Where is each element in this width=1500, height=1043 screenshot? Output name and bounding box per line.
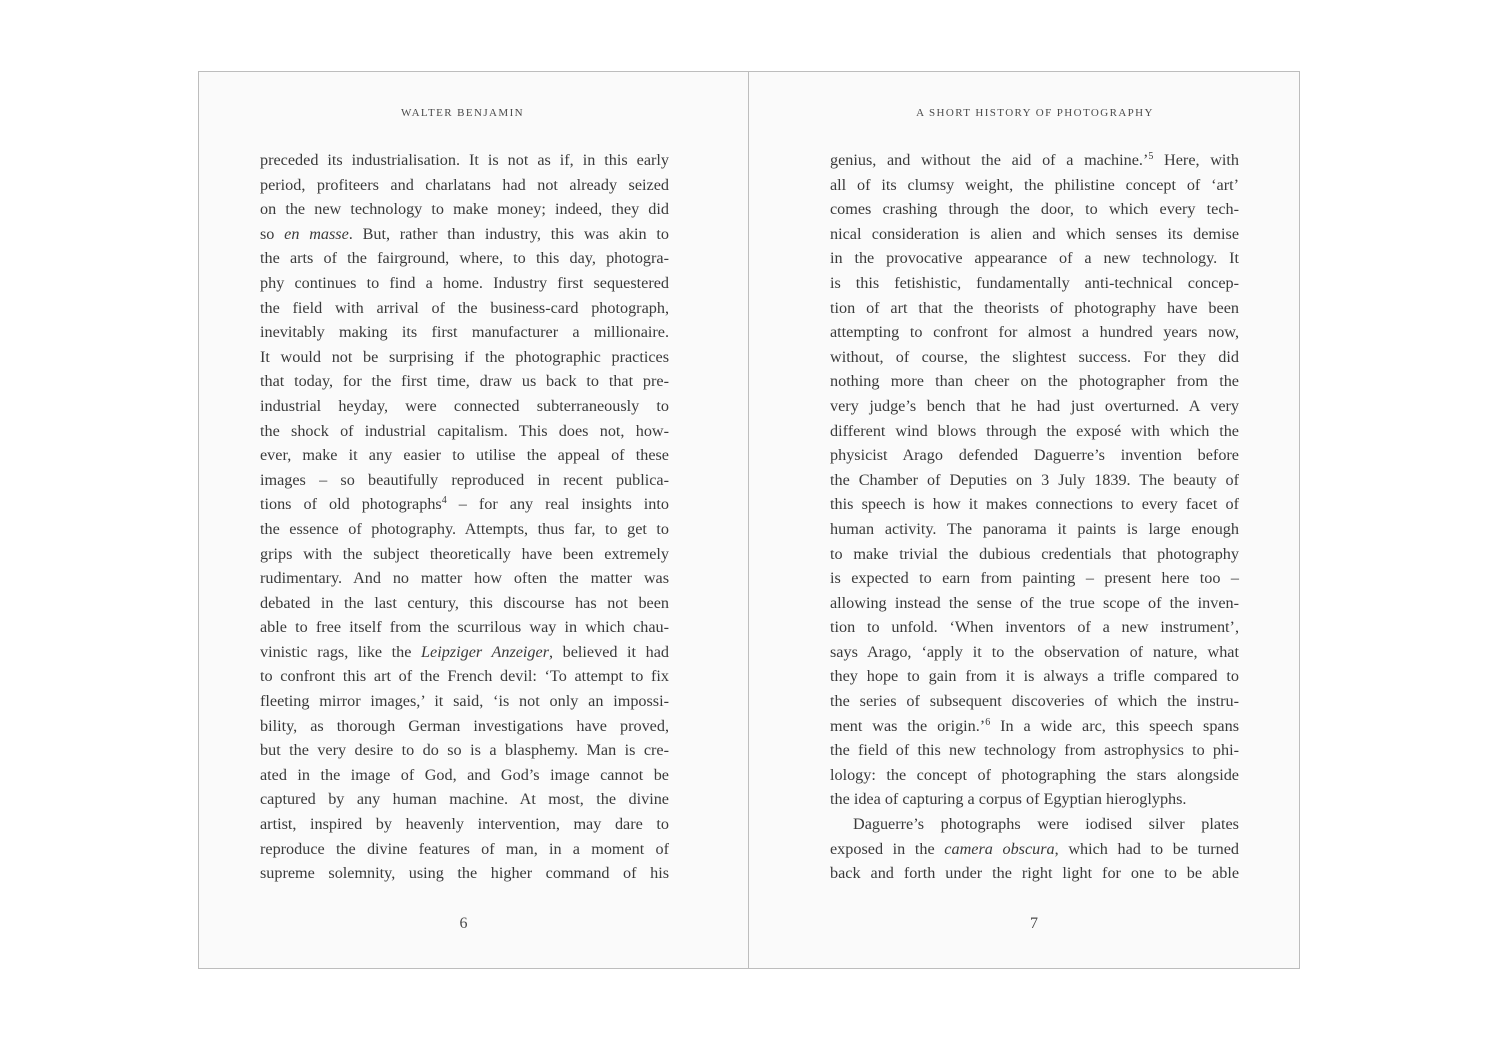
- text-line: preceded its industrialisation. It is not as if, in this early: [260, 151, 669, 169]
- text-line: tions of old photographs$^4$ – for any real insights into: [260, 495, 669, 514]
- left-page-text: [260, 148, 669, 886]
- text-line: inevitably making its first manufacturer a millionaire.: [260, 323, 669, 342]
- text-line: rudimentary. And no matter how often the matter was: [260, 569, 669, 588]
- text-line: genius, and without the aid of a machine.’$^5$ Here, with: [830, 151, 1240, 169]
- text-line: the arts of the fairground, where, to this day, photogra-: [260, 249, 669, 268]
- text-line: they hope to gain from it is always a trifle compared to: [830, 667, 1239, 686]
- text-line: the idea of capturing a corpus of Egyptian hieroglyphs.: [830, 790, 1187, 809]
- text-line: ever, make it any easier to utilise the appeal of these: [260, 446, 669, 465]
- text-line: attempting to confront for almost a hundred years now,: [830, 323, 1239, 342]
- text-line: Daguerre’s photographs were iodised silver plates: [853, 815, 1239, 834]
- text-line: all of its clumsy weight, the philistine concept of ‘art’: [830, 175, 1239, 194]
- text-line: the shock of industrial capitalism. This does not, how-: [260, 421, 669, 440]
- text-line: ated in the image of God, and God’s image cannot be: [260, 765, 669, 784]
- page-number-left: 6: [459, 915, 468, 932]
- right-page: [749, 72, 1299, 968]
- text-line: able to free itself from the scurrilous way in which chau-: [260, 618, 669, 637]
- text-line: is expected to earn from painting – present here too –: [830, 569, 1239, 588]
- text-line: nothing more than cheer on the photographer from the: [830, 372, 1239, 391]
- text-line: exposed in the camera obscura, which had to be turned: [830, 839, 1239, 858]
- running-head-left: WALTER BENJAMIN: [401, 107, 524, 119]
- text-line: period, profiteers and charlatans had not already seized: [260, 175, 669, 194]
- text-line: is this fetishistic, fundamentally anti-technical concep-: [830, 273, 1239, 292]
- text-line: the field of this new technology from astrophysics to phi-: [830, 741, 1239, 760]
- text-line: says Arago, ‘apply it to the observation of nature, what: [830, 642, 1239, 661]
- text-line: without, of course, the slightest success. For they did: [830, 347, 1239, 366]
- text-line: tion to unfold. ‘When inventors of a new instrument’,: [830, 618, 1239, 637]
- text-line: ment was the origin.’$^6$ In a wide arc, this speech spans: [830, 716, 1240, 735]
- footnote-marker: 5: [1148, 151, 1154, 162]
- text-line: allowing instead the sense of the true scope of the inven-: [830, 593, 1239, 612]
- footnote-marker: 6: [985, 716, 991, 728]
- text-line: debated in the last century, this discourse has not been: [260, 593, 669, 612]
- running-head-right: A SHORT HISTORY OF PHOTOGRAPHY: [916, 107, 1154, 119]
- text-line: the Chamber of Deputies on 3 July 1839. The beauty of: [830, 470, 1239, 489]
- text-line: fleeting mirror images,’ it said, ‘is not only an impossi-: [260, 692, 669, 711]
- footnote-marker: 4: [441, 495, 447, 507]
- text-line: to make trivial the dubious credentials that photography: [830, 544, 1239, 563]
- text-line: this speech is how it makes connections to every facet of: [830, 495, 1239, 514]
- text-line: vinistic rags, like the Leipziger Anzeiger, believed it had: [260, 642, 669, 661]
- text-line: in the provocative appearance of a new technology. It: [830, 249, 1239, 268]
- italic-text: camera obscura: [944, 839, 1055, 858]
- text-line: supreme solemnity, using the higher command of his: [260, 864, 669, 883]
- text-line: that today, for the first time, draw us back to that pre-: [260, 372, 669, 391]
- text-line: to confront this art of the French devil: ‘To attempt to fix: [260, 667, 669, 686]
- left-page: [199, 72, 749, 968]
- text-line: the series of subsequent discoveries of which the instru-: [830, 692, 1239, 711]
- text-line: different wind blows through the exposé with which the: [830, 421, 1239, 440]
- text-line: industrial heyday, were connected subterraneously to: [260, 396, 669, 415]
- text-line: reproduce the divine features of man, in a moment of: [260, 839, 669, 858]
- right-page-text: [830, 148, 1239, 886]
- text-line: very judge’s bench that he had just overturned. A very: [830, 396, 1239, 415]
- text-line: but the very desire to do so is a blasphemy. Man is cre-: [260, 741, 669, 760]
- text-line: phy continues to find a home. Industry first sequestered: [260, 273, 669, 292]
- text-line: lology: the concept of photographing the stars alongside: [830, 765, 1239, 784]
- text-line: grips with the subject theoretically have been extremely: [260, 544, 669, 563]
- text-line: images – so beautifully reproduced in recent publica-: [260, 470, 669, 489]
- text-line: artist, inspired by heavenly intervention, may dare to: [260, 815, 669, 834]
- text-line: on the new technology to make money; indeed, they did: [260, 200, 669, 219]
- text-line: the field with arrival of the business-card photograph,: [260, 298, 669, 317]
- text-line: back and forth under the right light for one to be able: [830, 864, 1239, 883]
- text-line: bility, as thorough German investigations have proved,: [260, 716, 669, 735]
- text-line: so en masse. But, rather than industry, this was akin to: [260, 224, 669, 243]
- text-line: tion of art that the theorists of photography have been: [830, 298, 1239, 317]
- text-line: nical consideration is alien and which senses its demise: [830, 224, 1239, 243]
- text-line: physicist Arago defended Daguerre’s invention before: [830, 446, 1239, 465]
- text-line: It would not be surprising if the photographic practices: [260, 347, 669, 366]
- page-number-right: 7: [1030, 915, 1038, 932]
- book-spread: [198, 71, 1300, 969]
- text-line: captured by any human machine. At most, the divine: [260, 790, 669, 809]
- text-line: human activity. The panorama it paints is large enough: [830, 519, 1239, 538]
- italic-text: en masse: [284, 224, 349, 243]
- text-line: comes crashing through the door, to which every tech-: [830, 200, 1239, 219]
- italic-text: Leipziger Anzeiger: [421, 642, 550, 661]
- text-line: the essence of photography. Attempts, thus far, to get to: [260, 519, 669, 538]
